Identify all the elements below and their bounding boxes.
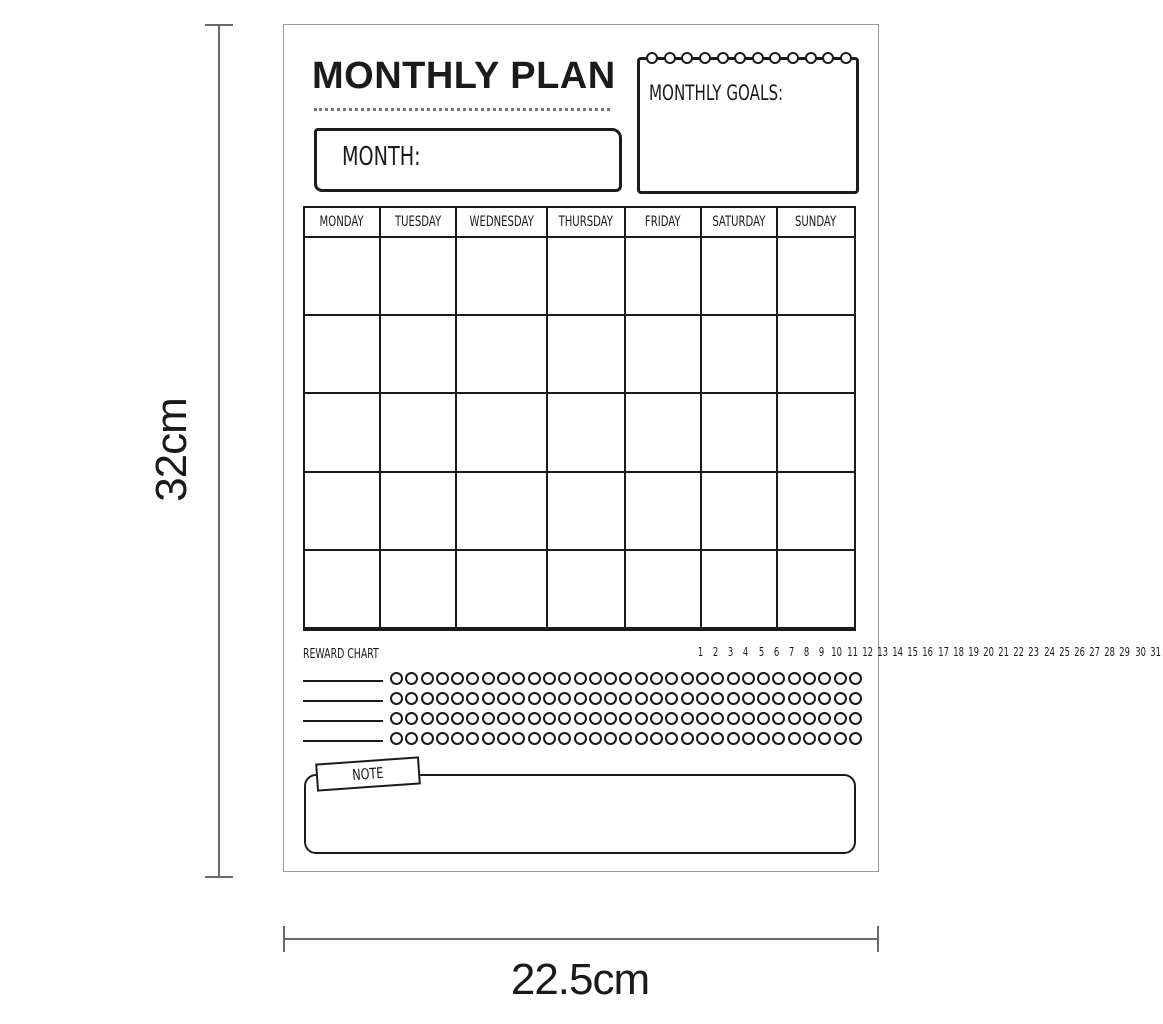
check-circle — [421, 732, 434, 745]
reward-row — [303, 670, 863, 690]
check-circle — [574, 672, 587, 685]
check-circle — [558, 692, 571, 705]
page-title: MONTHLY PLAN — [312, 55, 616, 97]
check-circle — [681, 732, 694, 745]
reward-row — [303, 730, 863, 750]
check-circle — [650, 732, 663, 745]
check-circle — [405, 672, 418, 685]
check-circle — [849, 732, 862, 745]
title-divider — [314, 108, 610, 111]
monthly-goals-label: MONTHLY GOALS: — [649, 81, 784, 105]
check-circle — [696, 692, 709, 705]
check-circle — [558, 712, 571, 725]
check-circle — [451, 672, 464, 685]
calendar-day-cell — [702, 316, 778, 394]
check-circle — [665, 672, 678, 685]
check-circle — [650, 692, 663, 705]
calendar-day-cell — [381, 238, 457, 316]
check-circles — [390, 712, 862, 725]
day-number: 2 — [712, 645, 719, 659]
check-circle — [466, 712, 479, 725]
check-circle — [528, 732, 541, 745]
check-circle — [497, 692, 510, 705]
spiral-binding-icon — [646, 52, 852, 68]
calendar-day-cell — [778, 316, 854, 394]
calendar-day-cell — [626, 394, 702, 472]
calendar-day-cell — [702, 551, 778, 629]
calendar-day-cell — [381, 316, 457, 394]
check-circle — [650, 712, 663, 725]
day-number: 5 — [758, 645, 764, 659]
check-circle — [711, 672, 724, 685]
weekday-header: THURSDAY — [548, 208, 626, 238]
check-circle — [711, 692, 724, 705]
check-circle — [574, 712, 587, 725]
check-circle — [558, 672, 571, 685]
check-circle — [466, 732, 479, 745]
check-circle — [436, 712, 449, 725]
check-circles — [390, 672, 862, 685]
check-circle — [604, 732, 617, 745]
day-number: 11 — [846, 645, 858, 659]
check-circle — [543, 692, 556, 705]
check-circle — [834, 732, 847, 745]
day-number: 13 — [877, 645, 888, 659]
calendar-day-cell — [626, 551, 702, 629]
check-circle — [696, 712, 709, 725]
check-circle — [803, 672, 816, 685]
day-number: 18 — [952, 645, 964, 659]
day-number: 14 — [892, 645, 903, 659]
calendar-day-cell — [778, 473, 854, 551]
calendar-day-cell — [305, 473, 381, 551]
check-circle — [757, 692, 770, 705]
calendar-day-cell — [381, 551, 457, 629]
check-circle — [405, 692, 418, 705]
check-circle — [772, 672, 785, 685]
check-circle — [528, 692, 541, 705]
check-circle — [482, 712, 495, 725]
check-circle — [742, 672, 755, 685]
check-circle — [482, 672, 495, 685]
check-circle — [849, 692, 862, 705]
check-circle — [497, 672, 510, 685]
calendar-day-cell — [626, 316, 702, 394]
reward-row — [303, 690, 863, 710]
height-dimension-line — [218, 24, 220, 878]
check-circle — [635, 712, 648, 725]
width-dimension-line — [283, 938, 879, 940]
day-number: 26 — [1074, 645, 1085, 659]
check-circle — [681, 712, 694, 725]
check-circle — [803, 712, 816, 725]
check-circle — [727, 712, 740, 725]
check-circle — [497, 712, 510, 725]
day-number: 21 — [998, 645, 1010, 659]
day-number: 22 — [1013, 645, 1025, 659]
check-circle — [604, 672, 617, 685]
check-circle — [436, 672, 449, 685]
check-circle — [589, 732, 602, 745]
check-circle — [727, 732, 740, 745]
day-number: 9 — [819, 645, 825, 659]
check-circle — [711, 712, 724, 725]
check-circle — [528, 672, 541, 685]
calendar-day-cell — [702, 394, 778, 472]
habit-name-line — [303, 740, 383, 742]
check-circle — [574, 732, 587, 745]
check-circle — [421, 672, 434, 685]
reward-row — [303, 710, 863, 730]
calendar-day-cell — [778, 551, 854, 629]
check-circle — [788, 672, 801, 685]
weekday-header: WEDNESDAY — [457, 208, 548, 238]
check-circle — [742, 692, 755, 705]
check-circle — [589, 672, 602, 685]
check-circle — [788, 732, 801, 745]
check-circle — [482, 692, 495, 705]
check-circle — [681, 692, 694, 705]
check-circle — [466, 672, 479, 685]
day-number: 20 — [983, 645, 994, 659]
month-label: MONTH: — [342, 142, 421, 172]
habit-name-line — [303, 700, 383, 702]
check-circle — [512, 712, 525, 725]
check-circle — [727, 672, 740, 685]
calendar-day-cell — [305, 238, 381, 316]
day-number: 17 — [937, 645, 949, 659]
day-number: 10 — [831, 645, 843, 659]
calendar-day-cell — [626, 473, 702, 551]
calendar-day-cell — [381, 473, 457, 551]
day-number: 12 — [861, 645, 873, 659]
day-number: 3 — [728, 645, 734, 659]
day-number: 7 — [788, 645, 795, 659]
calendar-day-cell — [457, 551, 548, 629]
check-circle — [436, 732, 449, 745]
check-circle — [390, 732, 403, 745]
calendar-day-cell — [457, 316, 548, 394]
check-circle — [818, 732, 831, 745]
check-circle — [834, 672, 847, 685]
check-circle — [665, 732, 678, 745]
check-circle — [604, 712, 617, 725]
day-number: 24 — [1043, 645, 1055, 659]
check-circle — [788, 692, 801, 705]
check-circle — [574, 692, 587, 705]
check-circle — [451, 692, 464, 705]
check-circle — [818, 672, 831, 685]
day-number: 29 — [1119, 645, 1131, 659]
check-circle — [696, 672, 709, 685]
check-circle — [757, 732, 770, 745]
day-number: 31 — [1149, 645, 1161, 659]
calendar-day-cell — [702, 473, 778, 551]
check-circle — [727, 692, 740, 705]
check-circle — [742, 732, 755, 745]
day-number: 27 — [1089, 645, 1101, 659]
check-circle — [421, 712, 434, 725]
calendar-day-cell — [548, 473, 626, 551]
check-circle — [405, 732, 418, 745]
check-circles — [390, 692, 862, 705]
weekday-header: FRIDAY — [626, 208, 702, 238]
check-circle — [665, 712, 678, 725]
day-number: 30 — [1134, 645, 1146, 659]
calendar-day-cell — [457, 394, 548, 472]
check-circle — [619, 692, 632, 705]
check-circle — [619, 712, 632, 725]
weekday-header: TUESDAY — [381, 208, 457, 238]
note-label: NOTE — [351, 763, 385, 785]
check-circles — [390, 732, 862, 745]
weekday-header: SATURDAY — [702, 208, 778, 238]
check-circle — [757, 712, 770, 725]
check-circle — [834, 712, 847, 725]
calendar-grid — [303, 206, 856, 631]
calendar-day-cell — [778, 394, 854, 472]
check-circle — [451, 712, 464, 725]
check-circle — [436, 692, 449, 705]
day-number: 16 — [922, 645, 934, 659]
check-circle — [619, 732, 632, 745]
check-circle — [497, 732, 510, 745]
check-circle — [390, 692, 403, 705]
day-number: 25 — [1059, 645, 1070, 659]
check-circle — [818, 692, 831, 705]
day-number: 6 — [773, 645, 779, 659]
check-circle — [772, 732, 785, 745]
habit-name-line — [303, 680, 383, 682]
day-number: 1 — [697, 645, 704, 659]
check-circle — [543, 712, 556, 725]
check-circle — [849, 712, 862, 725]
check-circle — [772, 712, 785, 725]
check-circle — [696, 732, 709, 745]
check-circle — [512, 732, 525, 745]
check-circle — [849, 672, 862, 685]
check-circle — [803, 732, 816, 745]
check-circle — [451, 732, 464, 745]
day-number: 8 — [803, 645, 810, 659]
check-circle — [589, 692, 602, 705]
check-circle — [788, 712, 801, 725]
check-circle — [558, 732, 571, 745]
check-circle — [635, 692, 648, 705]
check-circle — [405, 712, 418, 725]
monthly-goals-box — [637, 57, 859, 194]
check-circle — [512, 672, 525, 685]
check-circle — [482, 732, 495, 745]
check-circle — [512, 692, 525, 705]
calendar-day-cell — [381, 394, 457, 472]
day-number: 23 — [1028, 645, 1040, 659]
calendar-day-cell — [548, 316, 626, 394]
check-circle — [589, 712, 602, 725]
check-circle — [772, 692, 785, 705]
check-circle — [635, 672, 648, 685]
day-numbers — [693, 645, 1163, 659]
check-circle — [757, 672, 770, 685]
calendar-day-cell — [305, 394, 381, 472]
check-circle — [711, 732, 724, 745]
calendar-day-cell — [305, 551, 381, 629]
reward-chart-rows — [303, 670, 863, 750]
calendar-day-cell — [778, 238, 854, 316]
check-circle — [466, 692, 479, 705]
day-number: 19 — [968, 645, 979, 659]
weekday-header: MONDAY — [305, 208, 381, 238]
check-circle — [681, 672, 694, 685]
check-circle — [650, 672, 663, 685]
calendar-day-cell — [626, 238, 702, 316]
check-circle — [619, 672, 632, 685]
check-circle — [742, 712, 755, 725]
check-circle — [528, 712, 541, 725]
weekday-header: SUNDAY — [778, 208, 854, 238]
calendar-day-cell — [548, 394, 626, 472]
width-dimension-label: 22.5cm — [510, 955, 650, 1004]
calendar-day-cell — [305, 316, 381, 394]
habit-name-line — [303, 720, 383, 722]
calendar-day-cell — [548, 551, 626, 629]
calendar-day-cell — [702, 238, 778, 316]
check-circle — [834, 692, 847, 705]
check-circle — [390, 712, 403, 725]
day-number: 15 — [907, 645, 919, 659]
check-circle — [604, 692, 617, 705]
check-circle — [390, 672, 403, 685]
check-circle — [818, 712, 831, 725]
height-dimension-label: 32cm — [147, 398, 196, 502]
check-circle — [543, 672, 556, 685]
day-number: 28 — [1104, 645, 1116, 659]
day-number: 4 — [743, 645, 749, 659]
reward-chart-label: REWARD CHART — [303, 646, 379, 662]
check-circle — [665, 692, 678, 705]
calendar-day-cell — [457, 238, 548, 316]
calendar-day-cell — [457, 473, 548, 551]
calendar-day-cell — [548, 238, 626, 316]
check-circle — [543, 732, 556, 745]
check-circle — [421, 692, 434, 705]
check-circle — [803, 692, 816, 705]
reward-chart-header — [303, 645, 1161, 663]
check-circle — [635, 732, 648, 745]
